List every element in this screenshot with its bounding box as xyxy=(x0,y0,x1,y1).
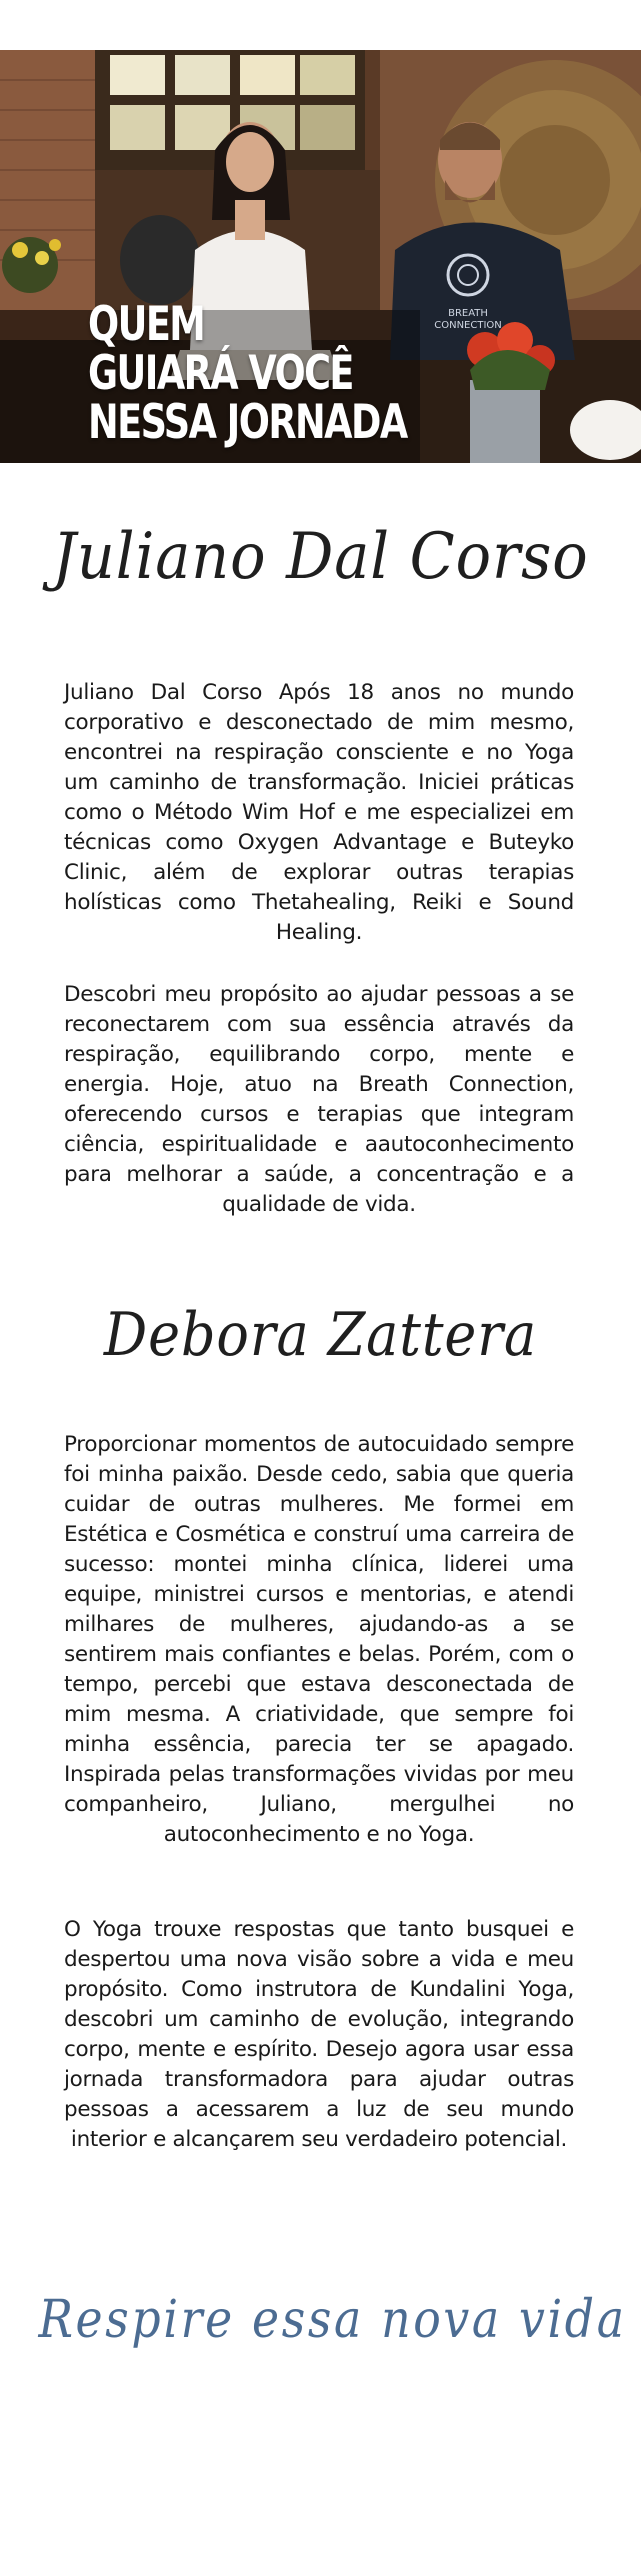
bio-text: Juliano Dal Corso Após 18 anos no mundo corporativo e desconectado de mim mesmo, encontrei na respiração consciente e no Yoga um caminho de transformação. Iniciei práticas como o Método Wim Hof e me especializei em técnicas como Oxygen Advantage e Buteyko Clinic, além de explorar outras terapias holísticas como Thetahealing, Reiki e Sound Healing. xyxy=(64,680,574,945)
bio-text: O Yoga trouxe respostas que tanto busquei e despertou uma nova visão sobre a vida e meu propósito. Como instrutora de Kundalini Yoga, descobri um caminho de evolução, integrando corpo, mente e espírito. Desejo agora usar essa jornada transformadora para ajudar outras pessoas a acessarem a luz de seu mundo interior e alcançarem seu verdadeiro potencial. xyxy=(64,1917,574,2152)
instructor-1-bio-paragraph-1 xyxy=(64,678,574,948)
instructor-2-signature: Debora Zattera xyxy=(103,1300,538,1370)
hero-title-line-2: GUIARÁ VOCÊ xyxy=(88,346,353,401)
hero-title-line-3: NESSA JORNADA xyxy=(88,395,407,450)
shirt-logo-line-1: BREATH xyxy=(448,308,488,319)
instructor-1-signature: Juliano Dal Corso xyxy=(52,520,589,594)
bio-text: Proporcionar momentos de autocuidado sempre foi minha paixão. Desde cedo, sabia que queria cuidar de outras mulheres. Me formei em Estética e Cosmética e construí uma carreira de sucesso: montei minha clínica, liderei uma equipe, ministrei cursos e mentorias, e atendi milhares de mulheres, ajudando-as a se sentirem mais confiantes e belas. Porém, com o tempo, percebi que estava desconectada de mim mesma. A criatividade, que sempre foi minha essência, parecia ter se apagado. Inspirada pelas transformações vividas por meu companheiro, Juliano, mergulhei no autoconhecimento e no Yoga. xyxy=(64,1432,574,1847)
hero-photo xyxy=(0,50,641,463)
instructor-2-bio-paragraph-2 xyxy=(64,1915,574,2155)
instructor-2-bio-paragraph-1 xyxy=(64,1430,574,1850)
hero-title xyxy=(88,297,407,450)
tagline: Respire essa nova vida xyxy=(38,2290,627,2350)
hero-title-line-1: QUEM xyxy=(88,297,205,352)
shirt-logo-line-2: CONNECTION xyxy=(434,320,502,331)
bio-text: Descobri meu propósito ao ajudar pessoas a se reconectarem com sua essência através da respiração, equilibrando corpo, mente e energia. Hoje, atuo na Breath Connection, oferecendo cursos e terapias que integram ciência, espiritualidade e aautoconhecimento para melhorar a saúde, a concentração e a qualidade de vida. xyxy=(64,982,574,1217)
instructor-1-bio-paragraph-2 xyxy=(64,980,574,1220)
